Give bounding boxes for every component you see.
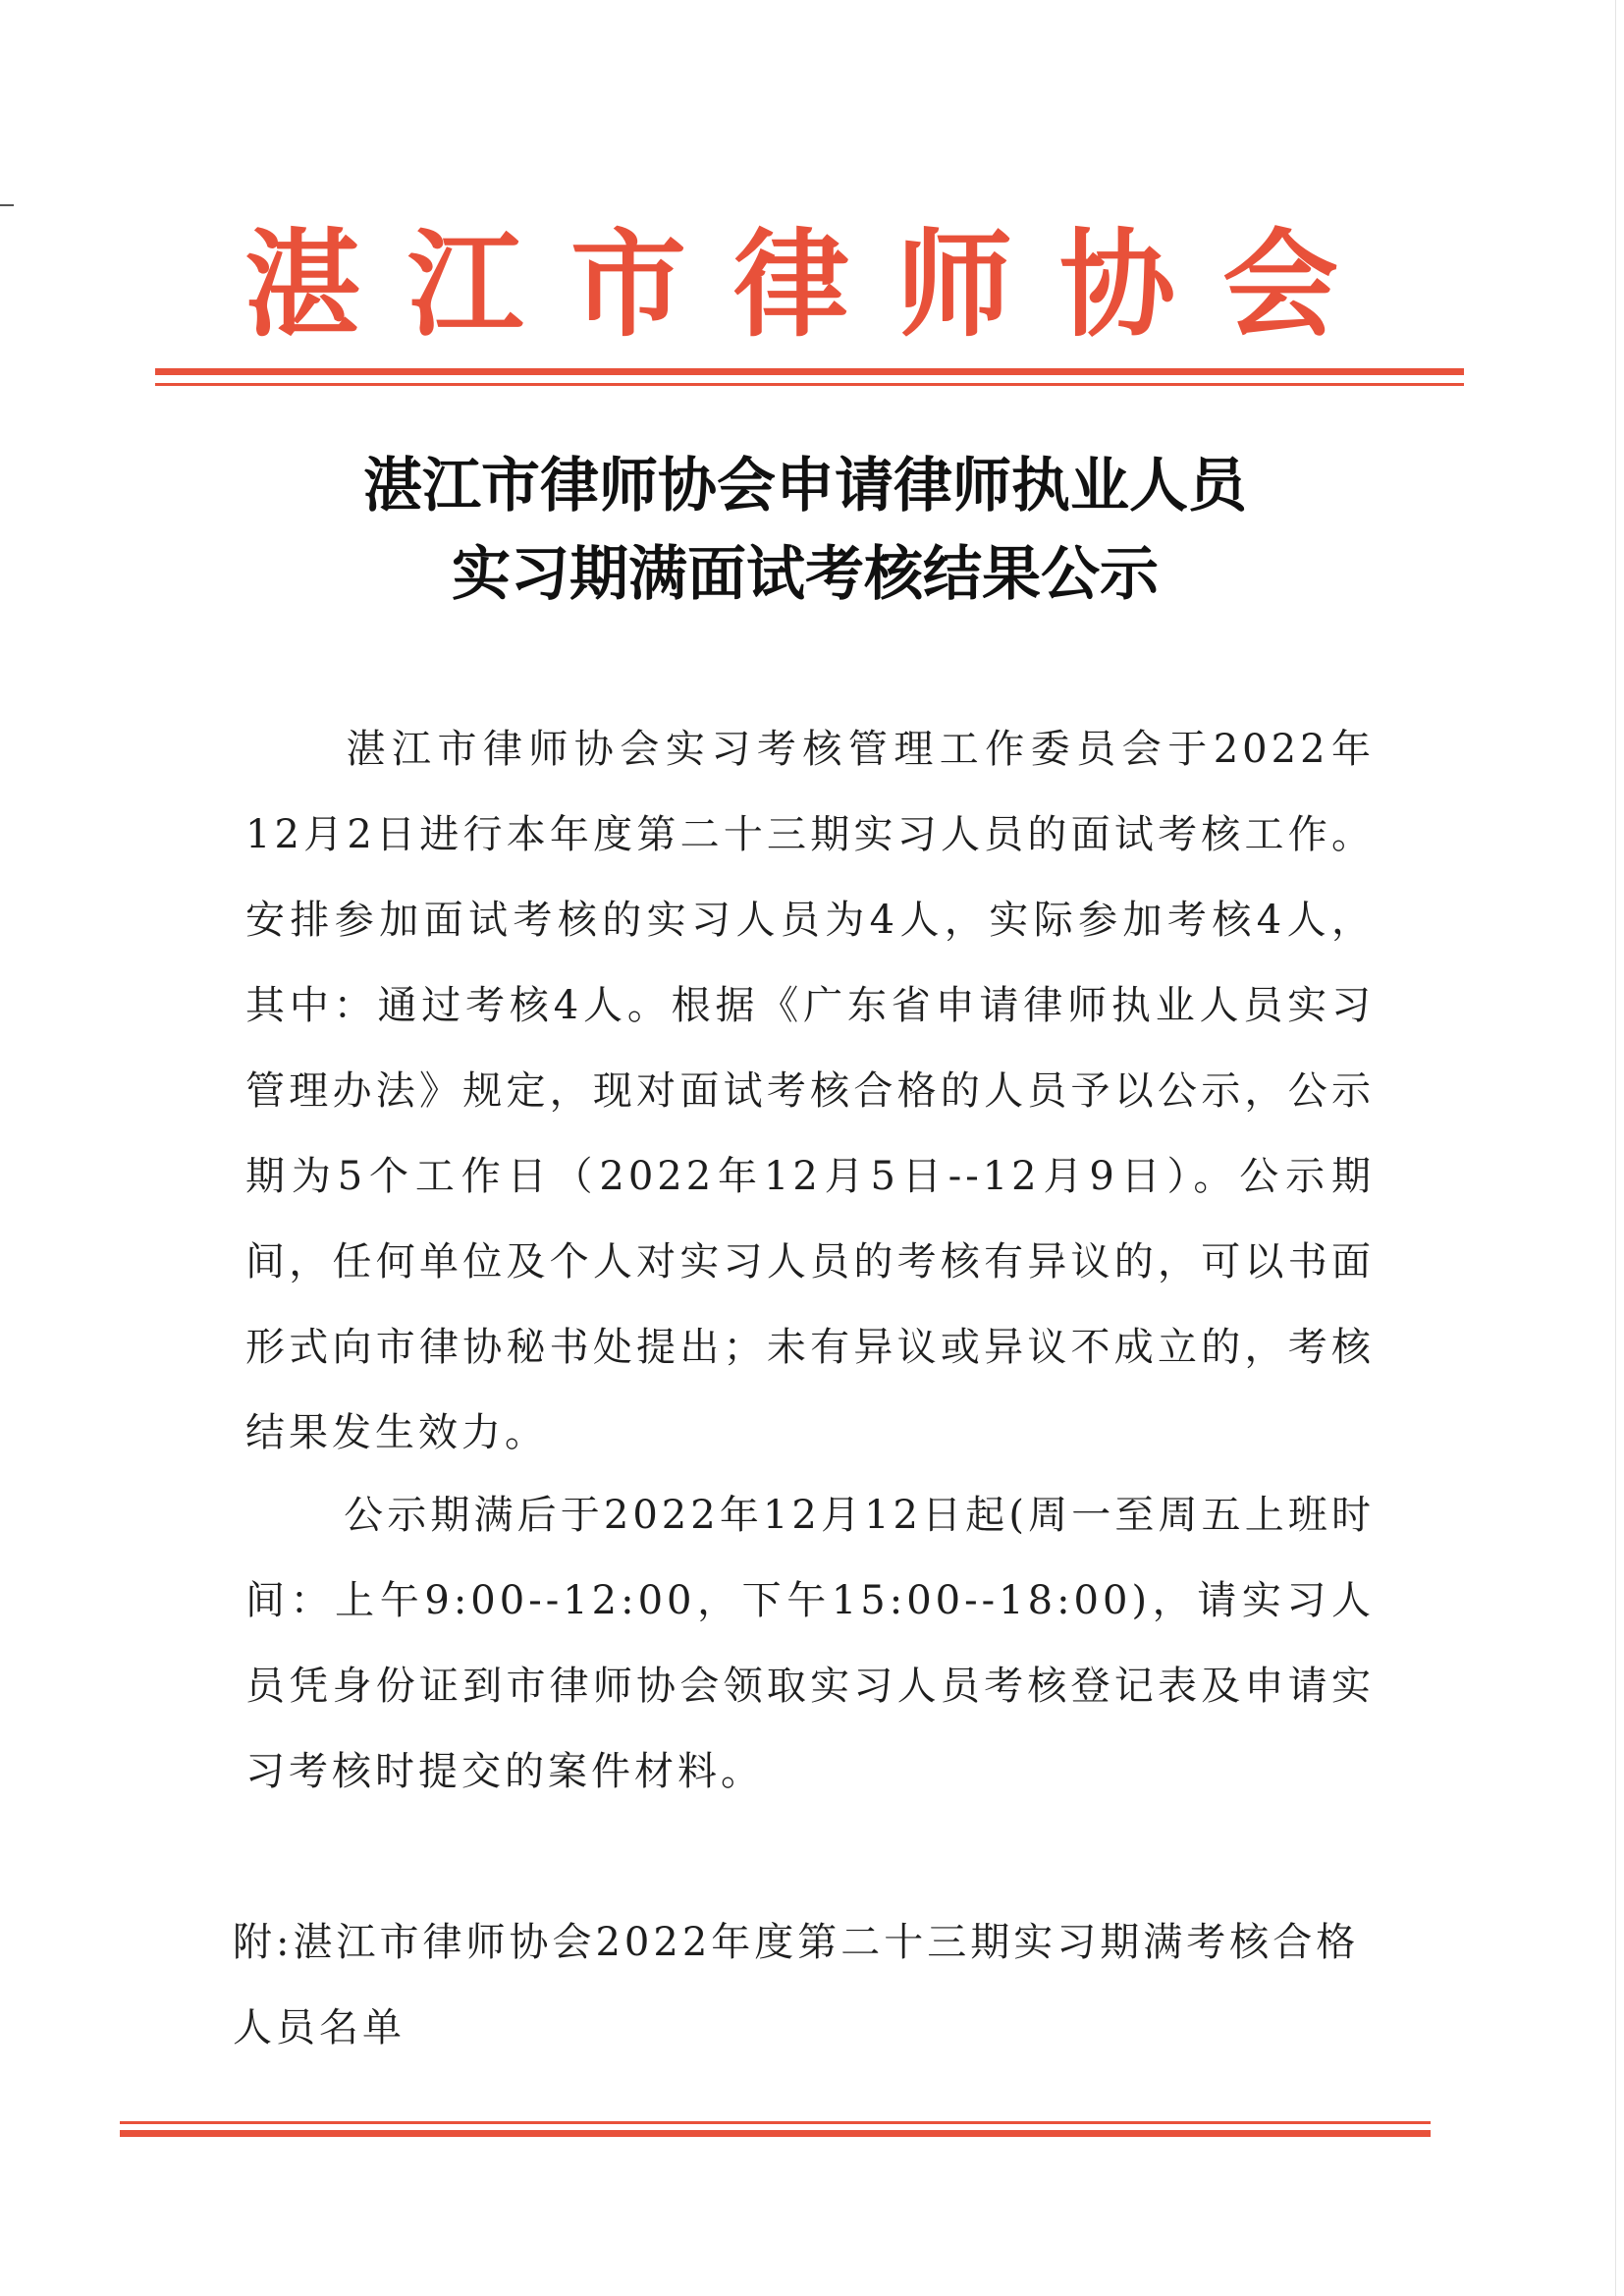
body-paragraph-2 (245, 1473, 1375, 1815)
document-title-line-2: 实习期满面试考核结果公示 (452, 540, 1159, 609)
body-paragraph-1 (245, 707, 1375, 1476)
masthead-rule-thick (155, 368, 1464, 375)
masthead-rule-thin (155, 383, 1464, 386)
document-title-line-1: 湛江市律师协会申请律师执业人员 (363, 452, 1247, 520)
masthead-title: 湛江市律师协会 (244, 217, 1385, 353)
scan-mark (0, 204, 14, 206)
footer-rule-thin (120, 2121, 1431, 2124)
body-paragraph-2-text: 公示期满后于2022年12月12日起(周一至周五上班时间：上午9:00--12:00，下午15:00--18:00)，请实习人员凭身份证到市律师协会领取实习人员考核登记表及申请实习考核时提交的案件材料。 (245, 1493, 1375, 1794)
body-paragraph-1-text: 湛江市律师协会实习考核管理工作委员会于2022年12月2日进行本年度第二十三期实习人员的面试考核工作。安排参加面试考核的实习人员为4人，实际参加考核4人，其中：通过考核4人。根据《广东省申请律师执业人员实习管理办法》规定，现对面试考核合格的人员予以公示，公示期为5个工作日（2022年12月5日--12月9日）。公示期间，任何单位及个人对实习人员的考核有异议的，可以书面形式向市律协秘书处提出；未有异议或异议不成立的，考核结果发生效力。 (245, 727, 1375, 1455)
footer-rule-thick (120, 2130, 1431, 2137)
attachment-note: 附:湛江市律师协会2022年度第二十三期实习期满考核合格人员名单 (233, 1920, 1360, 2050)
scan-edge-line (1615, 0, 1616, 2296)
